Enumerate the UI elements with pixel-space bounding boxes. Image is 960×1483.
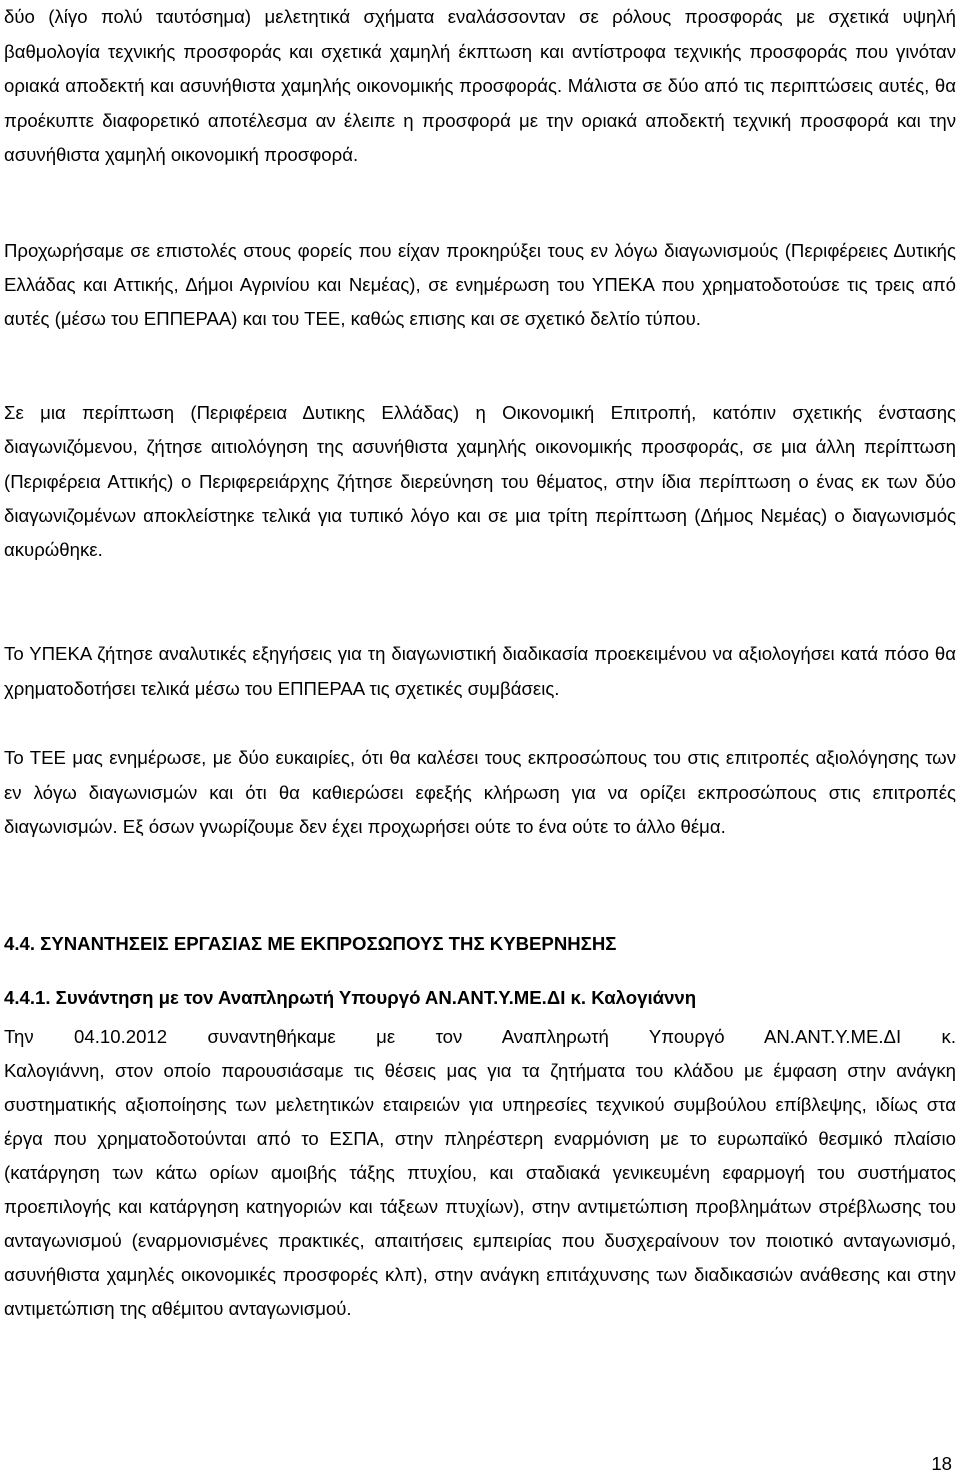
paragraph-letters-to-agencies: Προχωρήσαμε σε επιστολές στους φορείς που είχαν προκηρύξει τους εν λόγω διαγωνισμούς (Περιφέρειες Δυτικής Ελλάδας και Αττικής, Δήμοι Αγρινίου και Νεμέας), σε ενημέρωση του ΥΠΕΚΑ που χρηματοδοτούσε τις τρεις από αυτές (μέσω του ΕΠΠΕΡΑΑ) και του ΤΕΕ, καθώς επισης και σε σχετικό δελτίο τύπου.	[4, 240, 956, 330]
meeting-paragraph-rest: Καλογιάννη, στον οποίο παρουσιάσαμε τις θέσεις μας για τα ζητήματα του κλάδου με έμφαση στην ανάγκη συστηματικής αξιοποίησης των μελετητικών εταιρειών για υπηρεσίες τεχνικού συμβούλου επίβλεψης, ιδίως στα έργα που χρηματοδοτούνται από το ΕΣΠΑ, στην πληρέστερη εναρμόνιση με το ευρωπαϊκό θεσμικό πλαίσιο (κατάργηση των κάτω ορίων αμοιβής τάξης πτυχίου, και σταδιακά γενικευμένη εφαρμογή του συστήματος προεπιλογής και κατάργηση κατηγοριών και τάξεων πτυχίων), στην αντιμετώπιση προβλημάτων στρέβλωσης του ανταγωνισμού (εναρμονισμένες πρακτικές, απαιτήσεις εμπειρίας που δυσχεραίνουν τον ποιοτικό ανταγωνισμό, ασυνήθιστα χαμηλές οικονομικές προσφορές κλπ), στην ανάγκη επιτάχυνσης των διαδικασιών ανάθεσης και στην αντιμετώπιση της αθέμιτου ανταγωνισμού.	[4, 1060, 956, 1319]
paragraph-case-outcomes: Σε μια περίπτωση (Περιφέρεια Δυτικης Ελλάδας) η Οικονομική Επιτροπή, κατόπιν σχετικής ένστασης διαγωνιζόμενου, ζήτησε αιτιολόγηση της ασυνήθιστα χαμηλής οικονομικής προσφοράς, σε μια άλλη περίπτωση (Περιφέρεια Αττικής) ο Περιφερειάρχης ζήτησε διερεύνηση του θέματος, στην ίδια περίπτωση ο ένας εκ των δύο διαγωνιζομένων αποκλείστηκε τελικά για τυπικό λόγο και σε μια τρίτη περίπτωση (Δήμος Νεμέας) ο διαγωνισμός ακυρώθηκε.	[4, 402, 956, 561]
section-heading: 4.4. ΣΥΝΑΝΤΗΣΕΙΣ ΕΡΓΑΣΙΑΣ ΜΕ ΕΚΠΡΟΣΩΠΟΥΣ ΤΗΣ ΚΥΒΕΡΝΗΣΗΣ	[4, 933, 617, 954]
subsection-heading: 4.4.1. Συνάντηση με τον Αναπληρωτή Υπουργό ΑΝ.ΑΝΤ.Υ.ΜΕ.ΔΙ κ. Καλογιάννη	[4, 987, 697, 1008]
paragraph-ypeka-request: Το ΥΠΕΚΑ ζήτησε αναλυτικές εξηγήσεις για τη διαγωνιστική διαδικασία προεκειμένου να αξιολογήσει κατά πόσο θα χρηματοδοτήσει τελικά μέσω του ΕΠΠΕΡΑΑ τις σχετικές συμβάσεις.	[4, 643, 956, 699]
paragraph-offer-patterns: δύο (λίγο πολύ ταυτόσημα) μελετητικά σχήματα εναλάσσονταν σε ρόλους προσφοράς με σχετικά υψηλή βαθμολογία τεχνικής προσφοράς και σχετικά χαμηλή έκπτωση και αντίστροφα τεχνικής προσφοράς που γινόταν οριακά αποδεκτή και ασυνήθιστα χαμηλής οικονομικής προσφοράς. Μάλιστα σε δύο από τις περιπτώσεις αυτές, θα προέκυπτε διαφορετικό αποτέλεσμα αν έλειπε η προσφορά με την οριακά αποδεκτή τεχνική προσφορά και την ασυνήθιστα χαμηλή οικονομική προσφορά.	[4, 6, 956, 165]
paragraph-tee-response: Το ΤΕΕ μας ενημέρωσε, με δύο ευκαιρίες, ότι θα καλέσει τους εκπροσώπους του στις επιτροπές αξιολόγησης των εν λόγω διαγωνισμών και ότι θα καθιερώσει εφεξής κλήρωση για να ορίζει εκπροσώπους στις επιτροπές διαγωνισμών. Εξ όσων γνωρίζουμε δεν έχει προχωρήσει ούτε το ένα ούτε το άλλο θέμα.	[4, 747, 956, 837]
paragraph-meeting	[4, 1020, 956, 1326]
page-number: 18	[931, 1453, 952, 1474]
meeting-paragraph-lead: Την 04.10.2012 συναντηθήκαμε με τον Αναπληρωτή Υπουργό ΑΝ.ΑΝΤ.Υ.ΜΕ.ΔΙ κ.	[4, 1026, 956, 1047]
